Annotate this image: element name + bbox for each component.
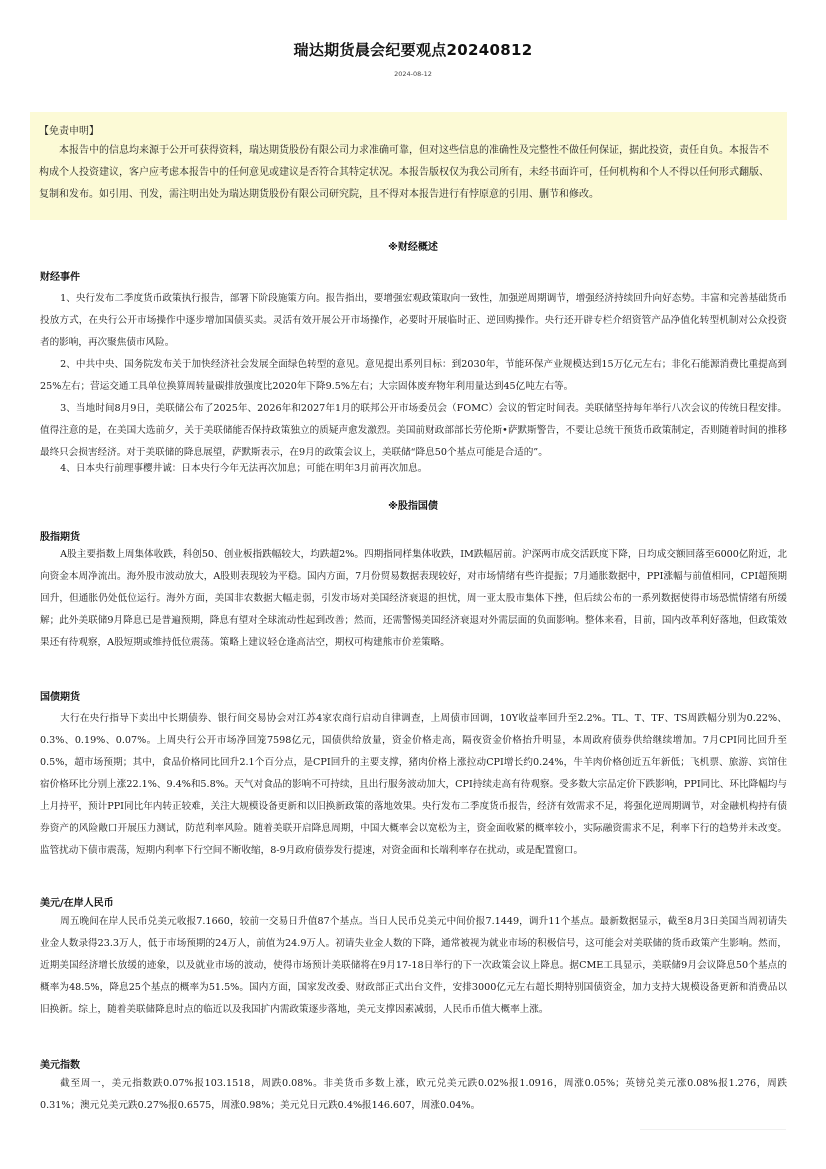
disclaimer-box (30, 112, 787, 220)
publish-date: 2024-08-12 (394, 70, 432, 78)
paragraph-finance-event-4: 4、日本央行前理事樱井诚：日本央行今年无法再次加息；可能在明年3月前再次加息。 (60, 463, 428, 474)
paragraph-index-futures: A股主要指数上周集体收跌，科创50、创业板指跌幅较大，均跌超2%。四期指同样集体收跌，IM跌幅居前。沪深两市成交活跃度下降，日均成交额回落至6000亿附近，北向资金本周净流出。海外股市波动放大，A股则表现较为平稳。国内方面，7月份贸易数据表现较好，对市场情绪有些许提振；7月通胀数据中，PPI涨幅与前值相同，CPI超预期回升，但通胀仍处低位运行。海外方面，美国非农数据大幅走弱，引发市场对美国经济衰退的担忧，周一亚太股市集体下挫，但后续公布的一系列数据使得市场恐慌情绪有所缓解；此外美联储9月降息已是普遍预期，降息有望对全球流动性起到改善；然而，还需警惕美国经济衰退对外需层面的负面影响。整体来看，目前，国内改革利好落地，但政策效果还有待观察，A股短期或维持低位震荡。策略上建议轻仓逢高沽空，期权可构建熊市价差策略。 (40, 549, 787, 648)
paragraph-finance-event-3: 3、当地时间8月9日，美联储公布了2025年、2026年和2027年1月的联邦公开市场委员会（FOMC）会议的暂定时间表。美联储坚持每年举行八次会议的传统日程安排。值得注意的是，在美国大选前夕，关于美联储能否保持政策独立的质疑声愈发激烈。美国前财政部部长劳伦斯•萨默斯警告，不要让总统干预货币政策制定，否则随着时间的推移最终只会损害经济。对于美联储的降息展望，萨默斯表示，在9月的政策会议上，美联储“降息50个基点可能是合适的”。 (40, 403, 787, 458)
subsection-title-usd-cny: 美元/在岸人民币 (40, 898, 114, 909)
subsection-title-index-futures: 股指期货 (40, 532, 80, 543)
paragraph-bond-futures: 大行在央行指导下卖出中长期债券、银行间交易协会对江苏4家农商行启动自律调查，上周债市回调，10Y收益率回升至2.2%。TL、T、TF、TS周跌幅分别为0.22%、0.3%、0.19%、0.07%。上周央行公开市场净回笼7598亿元，国债供给放量，资金价格走高，隔夜资金价格抬升明显，本周政府债券供给继续增加。7月CPI同比回升至0.5%，超市场预期；其中，食品价格同比回升2.1个百分点，是CPI回升的主要支撑，猪肉价格上涨拉动CPI增长约0.24%，牛羊肉价格创近五年新低；飞机票、旅游、宾馆住宿价格环比分别上涨22.1%、9.4%和5.8%。天气对食品的影响不可持续，且出行服务波动加大，CPI持续走高有待观察。受多数大宗品定价下跌影响，PPI同比、环比降幅均与上月持平，预计PPI同比年内转正较难，关注大规模设备更新和以旧换新政策的落地效果。央行发布二季度货币报告，经济有效需求不足，将强化逆周期调节，对金融机构持有债券资产的风险敞口开展压力测试，防范利率风险。随着美联开启降息周期，中国大概率会以宽松为主，资金面收紧的概率较小，实际融资需求不足，利率下行的趋势并未改变。监管扰动下债市震荡，短期内利率下行空间不断收缩，8-9月政府债券发行提速，对资金面和长端利率存在扰动，或是配置窗口。 (40, 713, 787, 856)
footer-divider (640, 1129, 786, 1130)
subsection-title-dollar-index: 美元指数 (40, 1060, 80, 1071)
section-title-finance-overview: ※财经概述 (388, 242, 438, 253)
paragraph-finance-event-1: 1、央行发布二季度货币政策执行报告，部署下阶段施策方向。报告指出，要增强宏观政策取向一致性，加强逆周期调节，增强经济持续回升向好态势。丰富和完善基础货币投放方式，在央行公开市场操作中逐步增加国债买卖。灵活有效开展公开市场操作，必要时开展临时正、逆回购操作。央行还开辟专栏介绍资管产品净值化转型机制对公众投资者的影响，再次聚焦债市风险。 (40, 293, 787, 348)
section-title-index-bonds: ※股指国债 (388, 501, 438, 512)
paragraph-dollar-index: 截至周一，美元指数跌0.07%报103.1518，周跌0.08%。非美货币多数上涨，欧元兑美元跌0.02%报1.0916，周涨0.05%；英镑兑美元涨0.08%报1.276，周跌0.31%；澳元兑美元跌0.27%报0.6575，周涨0.98%；美元兑日元跌0.4%报146.607，周涨0.04%。 (40, 1078, 787, 1111)
paragraph-finance-event-2: 2、中共中央、国务院发布关于加快经济社会发展全面绿色转型的意见。意见提出系列目标：到2030年，节能环保产业规模达到15万亿元左右；非化石能源消费比重提高到25%左右；营运交通工具单位换算周转量碳排放强度比2020年下降9.5%左右；大宗固体废弃物年利用量达到45亿吨左右等。 (40, 359, 787, 392)
subsection-title-finance-events: 财经事件 (40, 272, 80, 283)
page-title: 瑞达期货晨会纪要观点20240812 (293, 41, 533, 59)
subsection-title-bond-futures: 国债期货 (40, 692, 80, 703)
disclaimer-heading: 【免责申明】 (39, 126, 99, 137)
disclaimer-text: 本报告中的信息均来源于公开可获得资料，瑞达期货股份有限公司力求准确可靠，但对这些信息的准确性及完整性不做任何保证，据此投资，责任自负。本报告不构成个人投资建议，客户应考虑本报告中的任何意见或建议是否符合其特定状况。本报告版权仅为我公司所有，未经书面许可，任何机构和个人不得以任何形式翻版、复制和发布。如引用、刊发，需注明出处为瑞达期货股份有限公司研究院，且不得对本报告进行有悖原意的引用、删节和修改。 (39, 145, 769, 200)
paragraph-usd-cny: 周五晚间在岸人民币兑美元收报7.1660，较前一交易日升值87个基点。当日人民币兑美元中间价报7.1449，调升11个基点。最新数据显示，截至8月3日美国当周初请失业金人数录得23.3万人，低于市场预期的24万人，前值为24.9万人。初请失业金人数的下降，通常被视为就业市场的积极信号，这可能会对美联储的货币政策产生影响。然而，近期美国经济增长放缓的迹象，以及就业市场的波动，使得市场预计美联储将在9月17-18日举行的下一次政策会议上降息。据CME工具显示，美联储9月会议降息50个基点的概率为48.5%，降息25个基点的概率为51.5%。国内方面，国家发改委、财政部正式出台文件，安排3000亿元左右超长期特别国债资金，加力支持大规模设备更新和消费品以旧换新。综上，随着美联储降息时点的临近以及我国扩内需政策逐步落地，美元支撑因素减弱，人民币币值大概率上涨。 (40, 916, 787, 1015)
